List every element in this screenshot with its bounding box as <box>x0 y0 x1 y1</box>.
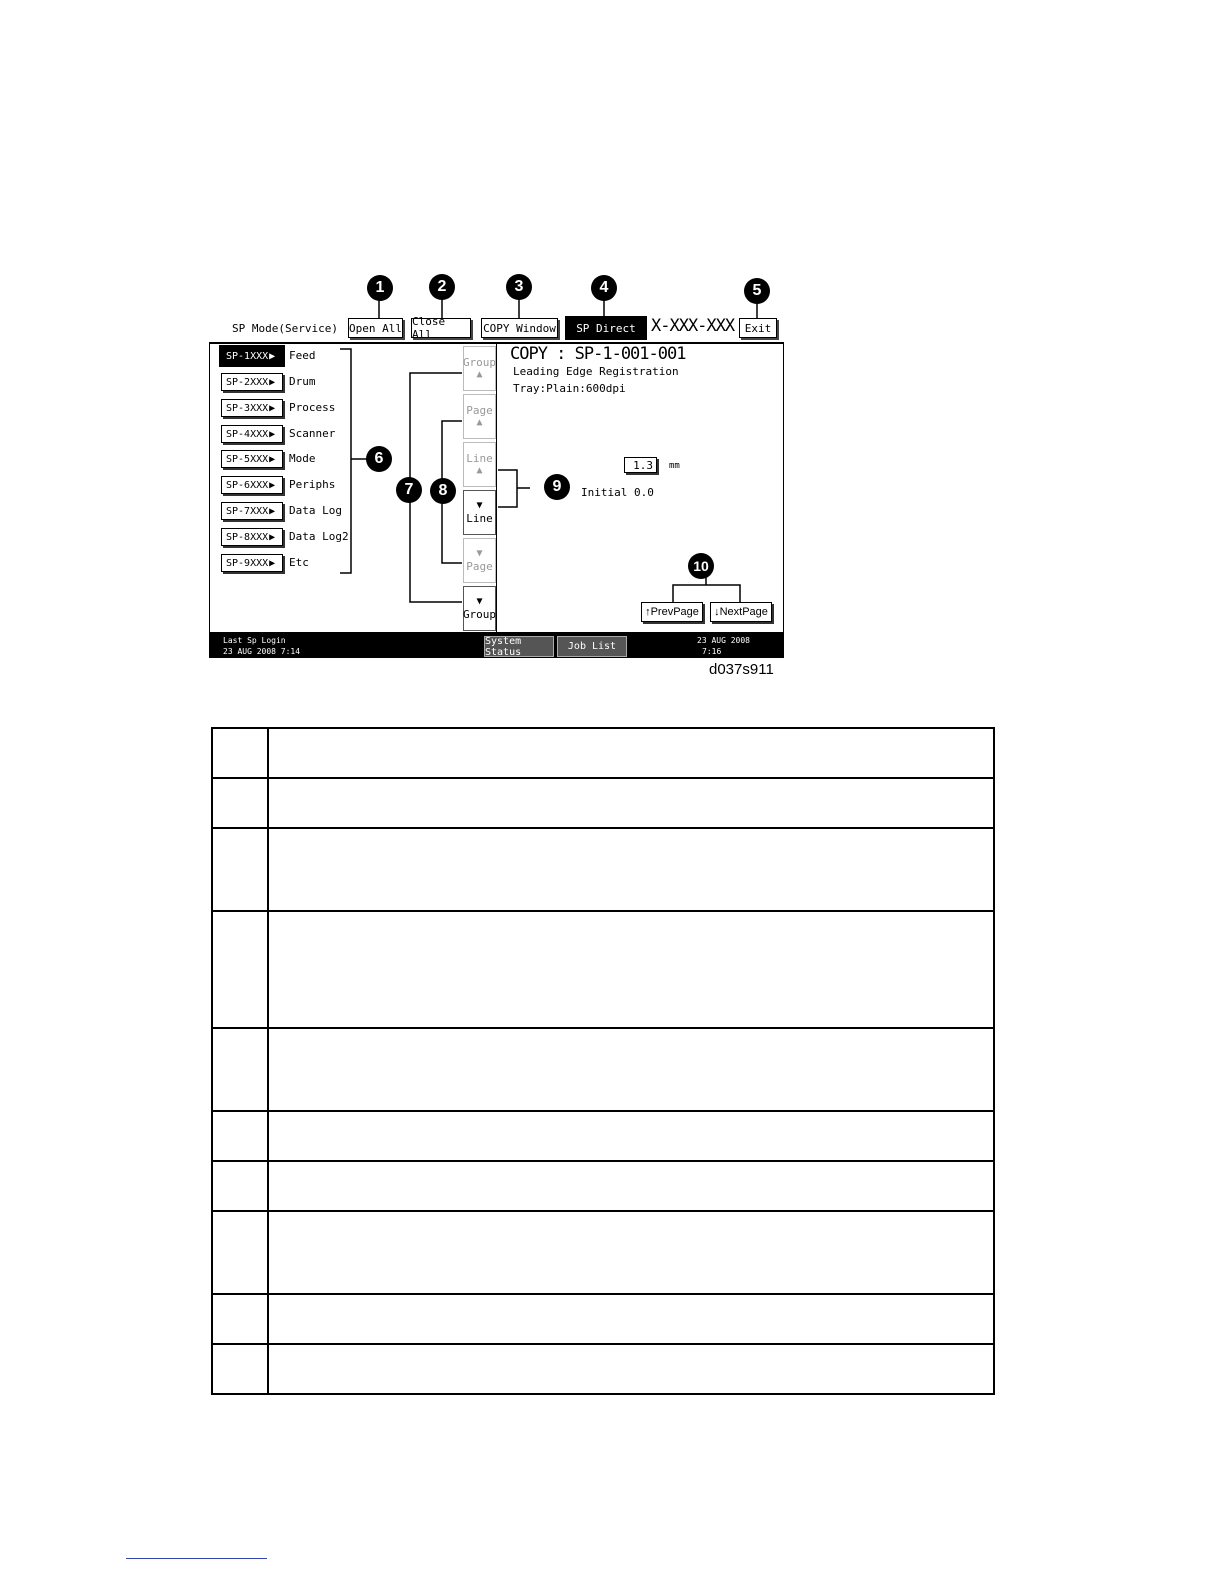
play-arrow-icon: ▶ <box>269 376 276 388</box>
play-arrow-icon: ▶ <box>269 428 276 440</box>
sp-group-button-label: SP-6XXX <box>226 479 269 491</box>
arrow-up-icon: ↑ <box>645 606 651 618</box>
callout-leaders <box>370 295 770 325</box>
sp-group-button-label: SP-3XXX <box>226 402 269 414</box>
group-up-label: Group <box>462 356 497 369</box>
triangle-down-icon: ▼ <box>476 548 483 559</box>
status-time: 7:16 <box>702 647 722 656</box>
play-arrow-icon: ▶ <box>269 402 276 414</box>
initial-value: 0.0 <box>634 486 654 499</box>
sp-detail-name: Leading Edge Registration <box>513 365 679 378</box>
exit-button[interactable]: Exit <box>739 318 777 338</box>
play-arrow-icon: ▶ <box>269 531 276 543</box>
table-cell <box>212 1211 268 1294</box>
last-login-label: Last Sp Login <box>223 636 286 645</box>
mode-title: SP Mode(Service) <box>232 322 338 335</box>
open-all-button[interactable]: Open All <box>348 318 403 338</box>
sp-group-button-5[interactable] <box>221 450 283 468</box>
play-arrow-icon: ▶ <box>269 350 276 362</box>
sp-group-label-4: Scanner <box>289 427 336 440</box>
callout-2: 2 <box>429 274 455 300</box>
play-arrow-icon: ▶ <box>269 505 276 517</box>
table-cell <box>268 1028 994 1111</box>
table-cell <box>268 828 994 911</box>
sp-group-button-label: SP-8XXX <box>226 531 269 543</box>
table-cell <box>268 1344 994 1394</box>
line-up-label: Line <box>466 452 493 465</box>
sp-group-button-label: SP-7XXX <box>226 505 269 517</box>
sp-group-label-3: Process <box>289 401 336 414</box>
sp-group-label-8: Data Log2 <box>289 530 349 543</box>
table-row <box>212 778 994 828</box>
table-cell <box>212 1161 268 1211</box>
group-down-label: Group <box>462 608 497 621</box>
arrow-down-icon: ↓ <box>714 606 720 618</box>
play-arrow-icon: ▶ <box>269 479 276 491</box>
play-arrow-icon: ▶ <box>269 453 276 465</box>
callout-7: 7 <box>396 477 422 503</box>
legend-table <box>211 727 995 1395</box>
table-cell <box>212 1344 268 1394</box>
sp-group-label-6: Periphs <box>289 478 336 491</box>
sp-value-unit: mm <box>669 461 680 471</box>
table-row <box>212 1294 994 1344</box>
sp-detail-condition: Tray:Plain:600dpi <box>513 382 626 395</box>
table-cell <box>212 828 268 911</box>
sp-group-button-7[interactable] <box>221 502 283 520</box>
last-login-time: 23 AUG 2008 7:14 <box>223 647 301 656</box>
paging-bracket <box>668 575 748 605</box>
footer-link-underline <box>126 1558 267 1559</box>
sp-group-button-6[interactable] <box>221 476 283 494</box>
status-date: 23 AUG 2008 <box>697 636 750 645</box>
callout-5: 5 <box>744 278 770 304</box>
sp-group-label-1: Feed <box>289 349 316 362</box>
table-cell <box>212 778 268 828</box>
triangle-down-icon: ▼ <box>476 596 483 607</box>
sp-group-button-label: SP-5XXX <box>226 453 269 465</box>
table-cell <box>268 1161 994 1211</box>
sp-group-label-2: Drum <box>289 375 316 388</box>
triangle-up-icon: ▲ <box>476 465 483 476</box>
table-cell <box>268 728 994 778</box>
sp-group-button-label: SP-2XXX <box>226 376 269 388</box>
sp-group-button-2[interactable] <box>221 373 283 391</box>
next-page-button[interactable] <box>710 602 772 622</box>
page-up-label: Page <box>466 404 493 417</box>
sp-group-button-9[interactable] <box>221 554 283 572</box>
table-cell <box>212 911 268 1028</box>
figure-id: d037s911 <box>709 661 774 678</box>
triangle-up-icon: ▲ <box>476 369 483 380</box>
table-cell <box>268 1211 994 1294</box>
table-cell <box>268 1294 994 1344</box>
prev-page-label: PrevPage <box>650 606 699 618</box>
sp-group-button-8[interactable] <box>221 528 283 546</box>
sp-group-button-1[interactable] <box>221 347 283 365</box>
sp-group-label-9: Etc <box>289 556 309 569</box>
sp-value-input[interactable]: 1.3 <box>624 457 657 473</box>
sp-group-label-7: Data Log <box>289 504 342 517</box>
table-cell <box>212 1028 268 1111</box>
table-cell <box>268 1111 994 1161</box>
sp-group-button-4[interactable] <box>221 425 283 443</box>
sp-group-button-3[interactable] <box>221 399 283 417</box>
sp-group-label-5: Mode <box>289 452 316 465</box>
triangle-down-icon: ▼ <box>476 500 483 511</box>
sp-group-button-label: SP-4XXX <box>226 428 269 440</box>
callout-6: 6 <box>366 446 392 472</box>
table-cell <box>212 1294 268 1344</box>
callout-8: 8 <box>430 478 456 504</box>
job-list-button[interactable]: Job List <box>557 636 627 657</box>
line-down-label: Line <box>466 512 493 525</box>
next-page-label: NextPage <box>719 606 768 618</box>
table-row <box>212 828 994 911</box>
table-row <box>212 1111 994 1161</box>
play-arrow-icon: ▶ <box>269 557 276 569</box>
table-row <box>212 728 994 778</box>
copy-window-button[interactable]: COPY Window <box>481 318 558 338</box>
sp-direct-button[interactable]: SP Direct <box>567 318 645 338</box>
callout-4: 4 <box>591 275 617 301</box>
page-down-label: Page <box>466 560 493 573</box>
callout-3: 3 <box>506 274 532 300</box>
table-row <box>212 1028 994 1111</box>
sp-number-display: X-XXX-XXX <box>651 316 735 336</box>
sp-group-button-label: SP-1XXX <box>226 350 269 362</box>
sp-group-button-label: SP-9XXX <box>226 557 269 569</box>
table-row <box>212 1344 994 1394</box>
system-status-button[interactable]: System Status <box>484 636 554 657</box>
table-row <box>212 911 994 1028</box>
table-row <box>212 1211 994 1294</box>
callout-10: 10 <box>688 553 714 579</box>
prev-page-button[interactable] <box>641 602 703 622</box>
triangle-up-icon: ▲ <box>476 417 483 428</box>
sp-detail-header: COPY : SP-1-001-001 <box>510 344 686 364</box>
table-row <box>212 1161 994 1211</box>
initial-label: Initial <box>581 486 628 499</box>
table-cell <box>268 778 994 828</box>
callout-9: 9 <box>544 474 570 500</box>
table-cell <box>212 728 268 778</box>
close-all-button[interactable]: Close All <box>411 318 471 338</box>
table-cell <box>212 1111 268 1161</box>
callout-1: 1 <box>367 275 393 301</box>
table-cell <box>268 911 994 1028</box>
